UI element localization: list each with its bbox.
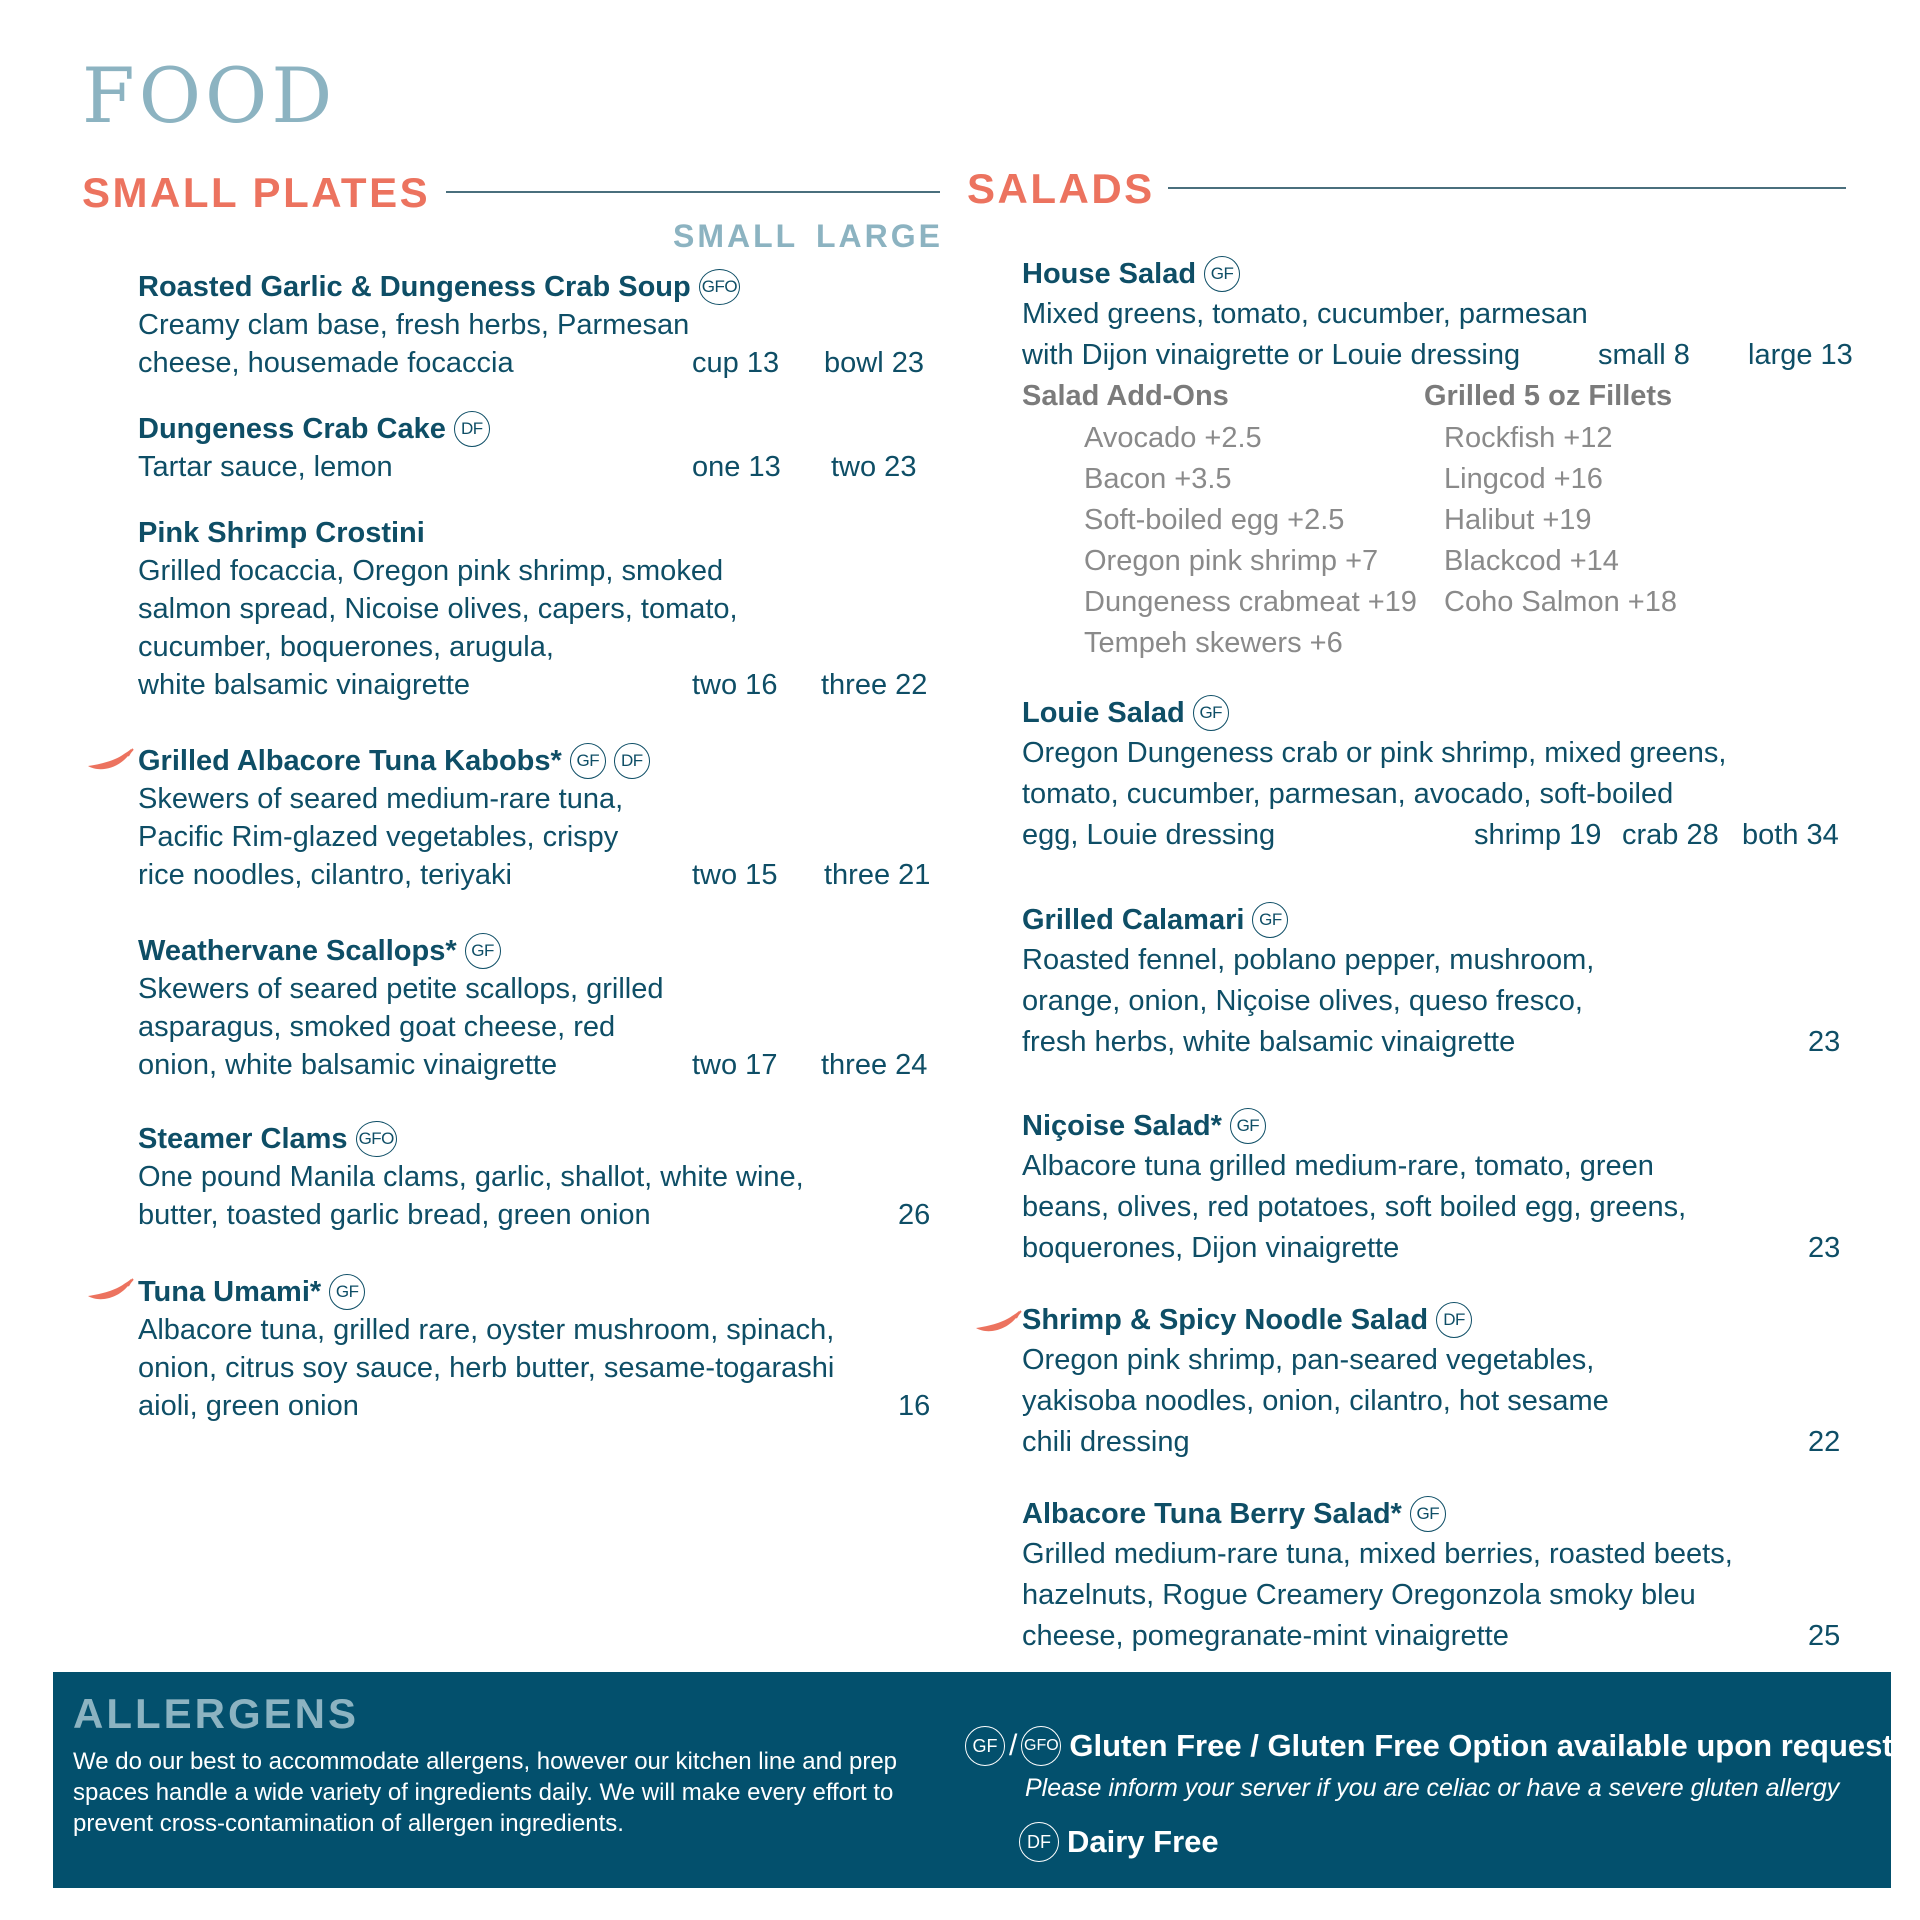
item-desc-line: onion, white balsamic vinaigrette [138,1049,558,1081]
small-plates-rule [446,191,940,193]
item-desc-line: boquerones, Dijon vinaigrette [1022,1232,1400,1264]
item-desc-line: Albacore tuna, grilled rare, oyster mushroom, spinach, [138,1314,835,1346]
gf-badge: GF [1410,1496,1446,1532]
item-desc-line: white balsamic vinaigrette [138,669,471,701]
gf-badge: GF [1193,695,1229,731]
menu-item [138,932,938,1084]
item-desc-line: Oregon pink shrimp, pan-seared vegetables, [1022,1344,1595,1376]
gfo-badge: GFO [356,1121,397,1157]
df-badge: DF [614,743,650,779]
item-desc-line: Grilled focaccia, Oregon pink shrimp, smoked [138,555,724,587]
menu-item [138,268,938,382]
size-large-header: LARGE [816,218,943,254]
menu-item [1022,1300,1842,1463]
item-desc-line: Albacore tuna grilled medium-rare, tomato, green [1022,1150,1654,1182]
salads-rule [1168,187,1846,189]
item-desc-line: hazelnuts, Rogue Creamery Oregonzola smoky bleu [1022,1579,1696,1611]
gluten-legend [965,1726,1893,1766]
price-large: large 13 [1748,339,1853,371]
chili-pepper-icon [86,748,134,774]
menu-item [138,1273,938,1425]
addons-title: Salad Add-Ons [1022,380,1229,412]
gf-badge: GF [329,1274,365,1310]
item-desc-line: Skewers of seared petite scallops, grilled [138,973,664,1005]
item-desc-line: egg, Louie dressing [1022,819,1276,851]
dairy-legend [1019,1822,1219,1862]
item-desc-line: cheese, pomegranate-mint vinaigrette [1022,1620,1509,1652]
item-name: Albacore Tuna Berry Salad* GF [1022,1494,1842,1534]
gf-badge: GF [570,743,606,779]
item-desc-line: onion, citrus soy sauce, herb butter, sesame-togarashi [138,1352,835,1384]
menu-item [138,410,938,486]
price-large: bowl 23 [824,347,924,379]
price-large: three 24 [821,1049,928,1081]
item-desc-line: cheese, housemade focaccia [138,347,514,379]
salads-heading: SALADS [967,165,1155,212]
chili-pepper-icon [86,1278,134,1304]
price: 26 [898,1199,931,1231]
fillet-item: Lingcod +16 [1444,463,1603,495]
allergens-panel [53,1672,1891,1888]
price-large: three 22 [821,669,928,701]
addons-list [1084,418,1417,664]
allergens-text: We do our best to accommodate allergens, however our kitchen line and prep spaces handle a wide variety of ingredients daily. We will make every effort to prevent cross-contamination of allergen ingredients. [73,1748,898,1837]
fillet-item: Coho Salmon +18 [1444,586,1677,618]
df-badge: DF [454,411,490,447]
size-small-header: SMALL [673,218,799,254]
price: 22 [1808,1426,1841,1458]
item-name: House Salad GF [1022,254,1842,294]
price-small: small 8 [1598,339,1690,371]
gfo-badge: GFO [699,269,740,305]
item-name: Steamer Clams GFO [138,1120,938,1158]
fillet-item: Rockfish +12 [1444,422,1613,454]
price-small: two 16 [692,669,778,701]
gluten-note: Please inform your server if you are celiac or have a severe gluten allergy [1025,1774,1840,1802]
price-crab: crab 28 [1622,819,1719,851]
menu-item [1022,1106,1842,1269]
price: 16 [898,1390,931,1422]
price-shrimp: shrimp 19 [1474,819,1602,851]
item-desc-line: salmon spread, Nicoise olives, capers, tomato, [138,593,738,625]
addon-item: Soft-boiled egg +2.5 [1084,504,1345,536]
price-small: cup 13 [692,347,780,379]
item-desc-line: Skewers of seared medium-rare tuna, [138,783,624,815]
item-desc-line: One pound Manila clams, garlic, shallot, white wine, [138,1161,804,1193]
item-desc-line: asparagus, smoked goat cheese, red [138,1011,616,1043]
item-name: Grilled Albacore Tuna Kabobs* GF DF [138,742,938,780]
addon-item: Bacon +3.5 [1084,463,1232,495]
fillets-list [1444,418,1677,623]
menu-item [1022,900,1842,1063]
item-desc-line: rice noodles, cilantro, teriyaki [138,859,512,891]
item-desc-line: with Dijon vinaigrette or Louie dressing [1022,339,1521,371]
item-desc-line: Grilled medium-rare tuna, mixed berries, roasted beets, [1022,1538,1733,1570]
fillet-item: Blackcod +14 [1444,545,1619,577]
item-desc-line: Mixed greens, tomato, cucumber, parmesan [1022,298,1588,330]
addon-item: Oregon pink shrimp +7 [1084,545,1379,577]
price-large: two 23 [831,451,917,483]
menu-item [1022,1494,1842,1657]
item-name: Shrimp & Spicy Noodle Salad DF [1022,1300,1842,1340]
price: 25 [1808,1620,1841,1652]
item-desc-line: tomato, cucumber, parmesan, avocado, soft-boiled [1022,778,1674,810]
small-plates-heading: SMALL PLATES [82,169,431,216]
item-desc-line: aioli, green onion [138,1390,359,1422]
page-title: FOOD [82,51,337,140]
menu-item [138,1120,938,1234]
allergens-title: ALLERGENS [73,1690,360,1737]
item-name: Tuna Umami* GF [138,1273,938,1311]
item-name: Pink Shrimp Crostini [138,517,425,549]
dairy-free-label: Dairy Free [1067,1824,1219,1859]
item-desc-line: beans, olives, red potatoes, soft boiled egg, greens, [1022,1191,1687,1223]
item-name: Niçoise Salad* GF [1022,1106,1842,1146]
chili-pepper-icon [974,1310,1022,1336]
item-name: Louie Salad GF [1022,693,1842,733]
item-desc-line: Roasted fennel, poblano pepper, mushroom, [1022,944,1595,976]
gf-badge: GF [1230,1108,1266,1144]
item-desc-line: butter, toasted garlic bread, green onion [138,1199,651,1231]
item-desc-line: Creamy clam base, fresh herbs, Parmesan [138,309,690,341]
gf-badge: GF [465,933,501,969]
fillets-title: Grilled 5 oz Fillets [1424,380,1673,412]
menu-item [1022,254,1842,376]
menu-item [1022,693,1842,856]
price: 23 [1808,1026,1841,1058]
item-desc-line: orange, onion, Niçoise olives, queso fresco, [1022,985,1583,1017]
gluten-free-label: Gluten Free / Gluten Free Option available upon request [1069,1728,1893,1763]
menu-item [138,742,938,894]
item-desc-line: cucumber, boquerones, arugula, [138,631,554,663]
price-both: both 34 [1742,819,1839,851]
gf-badge: GF [965,1726,1005,1766]
addon-item: Tempeh skewers +6 [1084,627,1343,659]
df-badge: DF [1019,1822,1059,1862]
item-desc-line: chili dressing [1022,1426,1190,1458]
price-small: two 15 [692,859,778,891]
df-badge: DF [1436,1302,1472,1338]
item-name: Roasted Garlic & Dungeness Crab Soup GFO [138,268,938,306]
item-desc-line: fresh herbs, white balsamic vinaigrette [1022,1026,1516,1058]
item-desc-line: Tartar sauce, lemon [138,451,393,483]
legend-slash: / [1009,1729,1018,1762]
item-name: Grilled Calamari GF [1022,900,1842,940]
item-name: Dungeness Crab Cake DF [138,410,938,448]
price-large: three 21 [824,859,931,891]
gf-badge: GF [1252,902,1288,938]
addon-item: Dungeness crabmeat +19 [1084,586,1417,618]
item-name: Weathervane Scallops* GF [138,932,938,970]
price: 23 [1808,1232,1841,1264]
price-small: two 17 [692,1049,778,1081]
item-desc-line: yakisoba noodles, onion, cilantro, hot sesame [1022,1385,1609,1417]
fillet-item: Halibut +19 [1444,504,1592,536]
item-desc-line: Pacific Rim-glazed vegetables, crispy [138,821,619,853]
addon-item: Avocado +2.5 [1084,422,1262,454]
price-small: one 13 [692,451,781,483]
gfo-badge: GFO [1021,1726,1061,1766]
menu-item [138,514,938,704]
item-desc-line: Oregon Dungeness crab or pink shrimp, mixed greens, [1022,737,1727,769]
gf-badge: GF [1204,256,1240,292]
